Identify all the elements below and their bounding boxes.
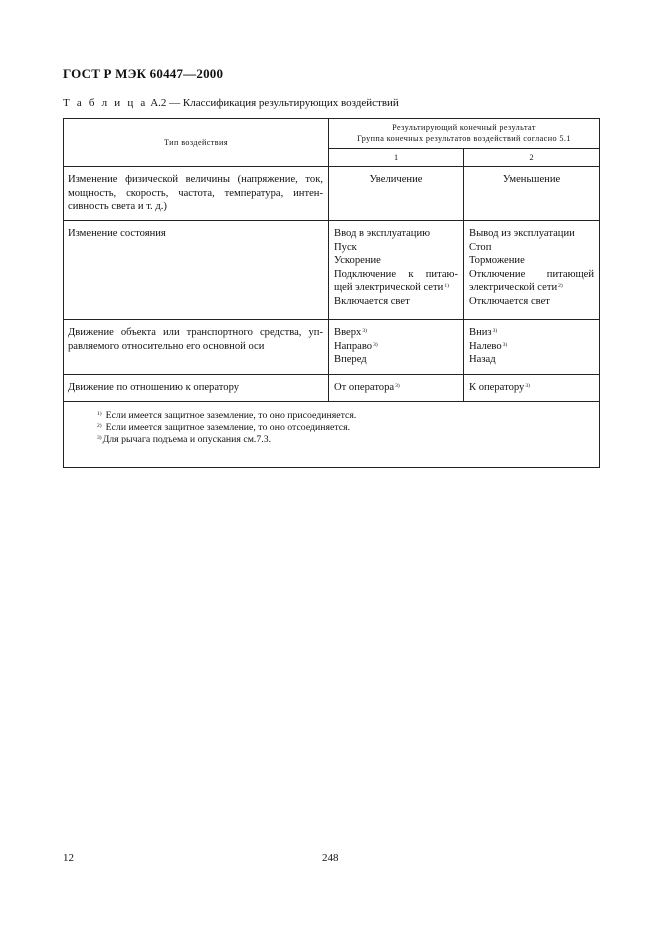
row4-col1-cell [329,375,464,402]
row3-col1-line2: Направо [334,340,373,352]
table-row [64,375,600,402]
row4-col2-cell [464,375,600,402]
row2-col1-cell [329,221,464,320]
row2-col2-line3: Торможение [469,255,525,267]
header-type-cell [64,119,329,167]
row2-col2-line5-wrap [469,281,594,295]
table-caption-text: А.2 — Классификация результирующих воздействий [147,97,399,109]
row3-col1-line3: Вперед [334,354,367,366]
table-row [64,221,600,320]
page-number-left: 12 [63,852,74,864]
row1-col1-cell [329,167,464,221]
table-notes-row [64,402,600,468]
note-2-mark: 2) [97,422,102,429]
row1-col2-cell [464,167,600,221]
row3-col2-footnote-mark-1: 3) [492,328,498,334]
page-number-center: 248 [322,852,339,864]
row4-type-cell [64,375,329,402]
document-header-title: ГОСТ Р МЭК 60447—2000 [63,66,224,81]
note-1-mark: 1) [97,411,102,417]
row3-col2-line1-wrap [469,326,594,340]
note-2 [97,422,594,434]
row3-type-cell [64,320,329,375]
row2-col1-line2: Пуск [334,241,357,253]
row3-col2-footnote-mark-2: 3) [502,341,508,348]
row3-col1-footnote-mark-1: 3) [362,328,367,334]
row3-col2-line1: Вниз [469,327,492,338]
row3-col1-cell [329,320,464,375]
row2-col1-line1: Ввод в эксплуатацию [334,228,431,239]
row2-type-cell [64,221,329,320]
row3-col1-line1: Вверх [334,327,362,338]
note-3 [97,434,594,446]
row3-col1-footnote-mark-2: 3) [373,341,378,348]
row2-type-text: Изменение состояния [68,228,166,239]
row3-col1-line2-wrap [334,340,458,354]
row2-col2-line4: Отключение питающей [469,268,595,280]
row3-col2-cell [464,320,600,375]
note-2-text: Если имеется защитное заземление, то оно отсоединяется. [105,421,351,433]
row4-col2-footnote-mark: 3) [525,383,530,389]
note-3-mark: 3) [97,434,102,441]
row2-col1-footnote-mark: 1) [444,283,449,290]
row1-col1-text: Увеличение [369,174,423,185]
header-type-label: Тип воздействия [163,137,228,147]
header-result-cell [329,119,600,149]
row3-type-text: Движение объекта или транспортного средства, уп-равляемого относительно его основной оси [68,327,323,352]
row4-type-text: Движение по отношению к оператору [68,382,240,393]
row1-col2-text: Уменьшение [502,174,561,185]
table-row [64,167,600,221]
row3-col2-line2: Налево [469,340,502,352]
row2-col2-cell [464,221,600,320]
row2-col1-line3: Ускорение [334,255,381,267]
row2-col1-line5: щей электрической сети [334,282,444,294]
header-col1-number: 1 [329,149,464,167]
classification-table [63,118,600,468]
row2-col2-line2: Стоп [469,241,492,253]
note-1 [97,410,594,422]
table-caption-label: Т а б л и ц а [63,97,148,109]
row3-col2-line3: Назад [469,354,496,366]
header-col2-number: 2 [464,149,600,167]
row2-col2-footnote-mark: 2) [558,283,563,290]
row1-type-text: Изменение физической величины (напряжение, ток, мощность, скорость, частота, температура, интен-сивность света и т. д.) [68,174,323,213]
table-row [64,320,600,375]
row4-col1-footnote-mark: 3) [395,383,400,389]
note-1-text: Если имеется защитное заземление, то оно присоединяется. [105,410,357,421]
row4-col1-text: От оператора [334,382,395,393]
row2-col1-line6: Включается свет [334,295,410,307]
row4-col2-text: К оператору [469,382,525,393]
header-result-line2: Группа конечных результатов воздействий согласно 5.1 [357,134,571,143]
table-caption [63,97,399,109]
header-result-line1: Результирующий конечный результат [392,123,536,132]
row3-col2-line2-wrap [469,340,594,354]
row2-col2-line6: Отключается свет [469,295,550,307]
row2-col2-line5: электрической сети [469,282,558,294]
note-3-text: Для рычага подъема и опускания см.7.3. [102,433,272,445]
table-notes-cell [64,402,600,468]
row2-col2-line1: Вывод из эксплуатации [469,228,575,239]
row2-col1-line5-wrap [334,281,458,295]
row2-col1-line4: Подключение к питаю- [334,268,458,280]
row3-col1-line1-wrap [334,326,458,340]
row1-type-cell [64,167,329,221]
